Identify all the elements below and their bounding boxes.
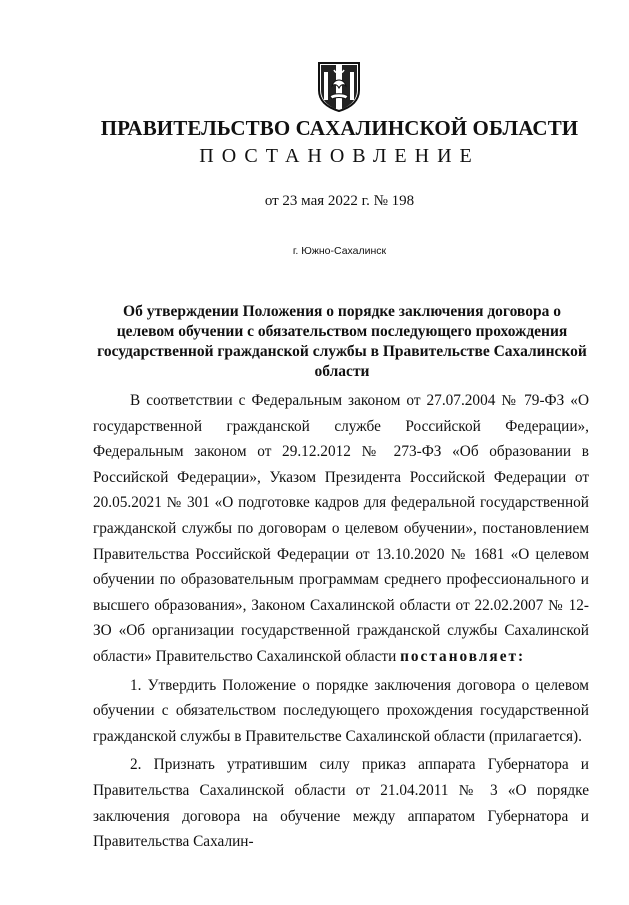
document-body [93,388,589,855]
decree-word: постановляет: [400,647,526,665]
item-2-paragraph: 2. Признать утратившим силу приказ аппарата Губернатора и Правительства Сахалинской области от 21.04.2011 № 3 «О порядке заключения договора на обучение между аппаратом Губернатора и Правительства Сахалин- [93,756,589,851]
item-1-paragraph: 1. Утвердить Положение о порядке заключения договора о целевом обучении с обязательством последующего прохождения государственной гражданской службы в Правительстве Сахалинской области (прилагается). [93,676,589,745]
organization-name: ПРАВИТЕЛЬСТВО САХАЛИНСКОЙ ОБЛАСТИ [100,116,579,140]
document-city: г. Южно-Сахалинск [292,245,387,257]
document-date-number: от 23 мая 2022 г. № 198 [264,193,415,209]
document-title: Об утверждении Положения о порядке заключения договора о целевом обучении с обязательством последующего прохождения государственной гражданской службы в Правительстве Сахалинской области [97,303,587,380]
document-type: ПОСТАНОВЛЕНИЕ [199,145,480,167]
intro-paragraph [93,388,589,670]
intro-text: В соответствии с Федеральным законом от 27.07.2004 № 79-ФЗ «О государственной гражданской службе Российской Федерации», Федеральным законом от 29.12.2012 № 273-ФЗ «Об образовании в Российской Федерации», Указом Президента Российской Федерации от 20.05.2021 № 301 «О подготовке кадров для федеральной государственной гражданской службы по договорам о целевом обучении», постановлением Правительства Российской Федерации от 13.10.2020 № 1681 «О целевом обучении по образовательным программам среднего профессионального и высшего образования», Законом Сахалинской области от 22.02.2007 № 12-ЗО «Об организации государственной гражданской службы Сахалинской области» Правительство Сахалинской области [93,392,589,665]
sakhalin-coat-of-arms-icon [316,60,362,112]
